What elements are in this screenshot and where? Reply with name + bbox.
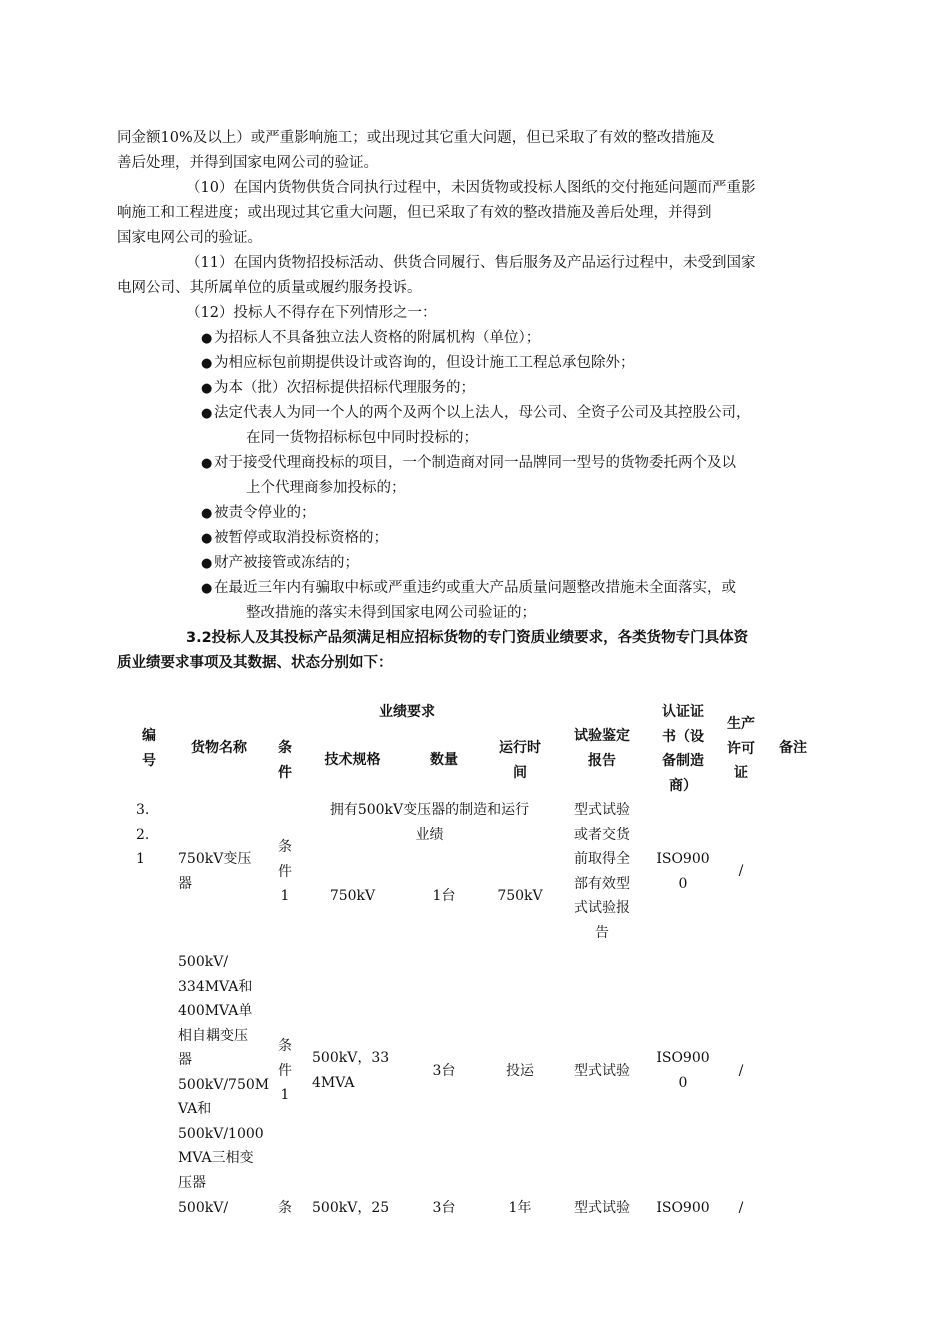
cell-run: 投运	[506, 1063, 534, 1079]
cell-license: /	[738, 1063, 744, 1079]
section-heading: 质业绩要求事项及其数据、状态分别如下：	[117, 655, 393, 671]
cell-cert: ISO900 0	[656, 1050, 710, 1091]
paragraph-line: 国家电网公司的验证。	[117, 230, 262, 246]
bullet-icon: ●	[201, 531, 213, 546]
col-header-qty: 数量	[430, 752, 458, 768]
bullet-icon: ●	[201, 581, 213, 596]
cell-license: /	[738, 863, 744, 879]
col-header-run: 运行时 间	[499, 740, 541, 781]
col-header-perf: 业绩要求	[379, 704, 435, 720]
bullet-icon: ●	[201, 456, 213, 471]
cell-qty: 3台	[432, 1200, 456, 1216]
cell-cert: ISO900 0	[656, 851, 710, 892]
bullet-icon: ●	[201, 381, 213, 396]
cell-name: 500kV/ 334MVA和 400MVA单 相自耦变压 器 500kV/750M VA和 500kV/1000 MVA三相变 压器	[178, 954, 270, 1191]
paragraph-line: 电网公司、其所属单位的质量或履约服务投诉。	[117, 280, 422, 296]
cell-num: 3. 2. 1	[136, 802, 150, 867]
bullet-icon: ●	[201, 506, 213, 521]
cell-cond: 条 件 1	[278, 839, 292, 904]
cell-perf-note: 拥有500kV变压器的制造和运行 业绩	[329, 802, 530, 843]
col-header-num: 编 号	[142, 728, 156, 769]
bullet-icon: ●	[201, 406, 213, 421]
bullet-icon: ●	[201, 331, 213, 346]
cell-name: 750kV变压 器	[178, 851, 252, 892]
cell-spec: 750kV	[329, 888, 376, 904]
cell-cert: ISO900	[656, 1200, 710, 1216]
list-item: ● 为相应标包前期提供设计或咨询的，但设计施工工程总承包除外；	[201, 353, 635, 374]
col-header-spec: 技术规格	[324, 752, 381, 768]
col-header-remark: 备注	[779, 740, 807, 756]
cell-cond: 条 件 1	[278, 1038, 292, 1103]
list-item: ● 为本（批）次招标提供招标代理服务的；	[201, 378, 475, 399]
bullet-icon: ●	[201, 356, 213, 371]
list-item: ● 在最近三年内有骗取中标或严重违约或重大产品质量问题整改措施未全面落实，或	[201, 578, 736, 599]
cell-run: 750kV	[497, 888, 543, 904]
paragraph-line: 响施工和工程进度；或出现过其它重大问题，但已采取了有效的整改措施及善后处理，并得到	[117, 205, 712, 221]
list-item-continuation: 整改措施的落实未得到国家电网公司验证的；	[246, 605, 536, 621]
list-item: ● 被责令停业的；	[201, 503, 316, 524]
paragraph-line: 同金额10%及以上）或严重影响施工；或出现过其它重大问题，但已采取了有效的整改措施及	[117, 130, 715, 146]
list-item: ● 被暂停或取消投标资格的；	[201, 528, 388, 549]
cell-test: 型式试验	[574, 1200, 630, 1216]
col-header-cert: 认证证 书（设 备制造 商）	[662, 704, 704, 794]
bullet-icon: ●	[201, 556, 213, 571]
cell-license: /	[738, 1200, 744, 1216]
list-item-continuation: 上个代理商参加投标的；	[246, 480, 406, 496]
col-header-license: 生产 许可 证	[727, 716, 755, 781]
cell-run: 1年	[508, 1200, 532, 1216]
list-item: ● 法定代表人为同一个人的两个及两个以上法人，母公司、全资子公司及其控股公司，	[201, 403, 751, 424]
paragraph-line: （12）投标人不得存在下列情形之一：	[186, 305, 437, 321]
cell-cond: 条	[278, 1200, 292, 1216]
list-item: ● 为招标人不具备独立法人资格的附属机构（单位）；	[201, 328, 540, 349]
col-header-name: 货物名称	[191, 740, 247, 756]
list-item: ● 财产被接管或冻结的；	[201, 553, 359, 574]
cell-qty: 3台	[432, 1063, 456, 1079]
cell-name: 500kV/	[178, 1200, 229, 1216]
section-heading: 3.2投标人及其投标产品须满足相应招标货物的专门资质业绩要求，各类货物专门具体资	[186, 630, 749, 646]
col-header-cond: 条 件	[278, 740, 292, 781]
list-item: ● 对于接受代理商投标的项目，一个制造商对同一品牌同一型号的货物委托两个及以	[201, 453, 736, 474]
paragraph-line: （11）在国内货物招投标活动、供货合同履行、售后服务及产品运行过程中，未受到国家	[186, 255, 756, 271]
cell-test: 型式试验 或者交货 前取得全 部有效型 式试验报 告	[574, 802, 630, 941]
paragraph-line: 善后处理，并得到国家电网公司的验证。	[117, 155, 378, 171]
cell-qty: 1台	[432, 888, 456, 904]
cell-test: 型式试验	[574, 1063, 630, 1079]
list-item-continuation: 在同一货物招标标包中同时投标的；	[246, 430, 478, 446]
col-header-test: 试验鉴定 报告	[574, 728, 630, 769]
cell-spec: 500kV，25	[312, 1200, 390, 1216]
paragraph-line: （10）在国内货物供货合同执行过程中，未因货物或投标人图纸的交付拖延问题而严重影	[186, 180, 756, 196]
cell-spec: 500kV，33 4MVA	[312, 1050, 390, 1091]
